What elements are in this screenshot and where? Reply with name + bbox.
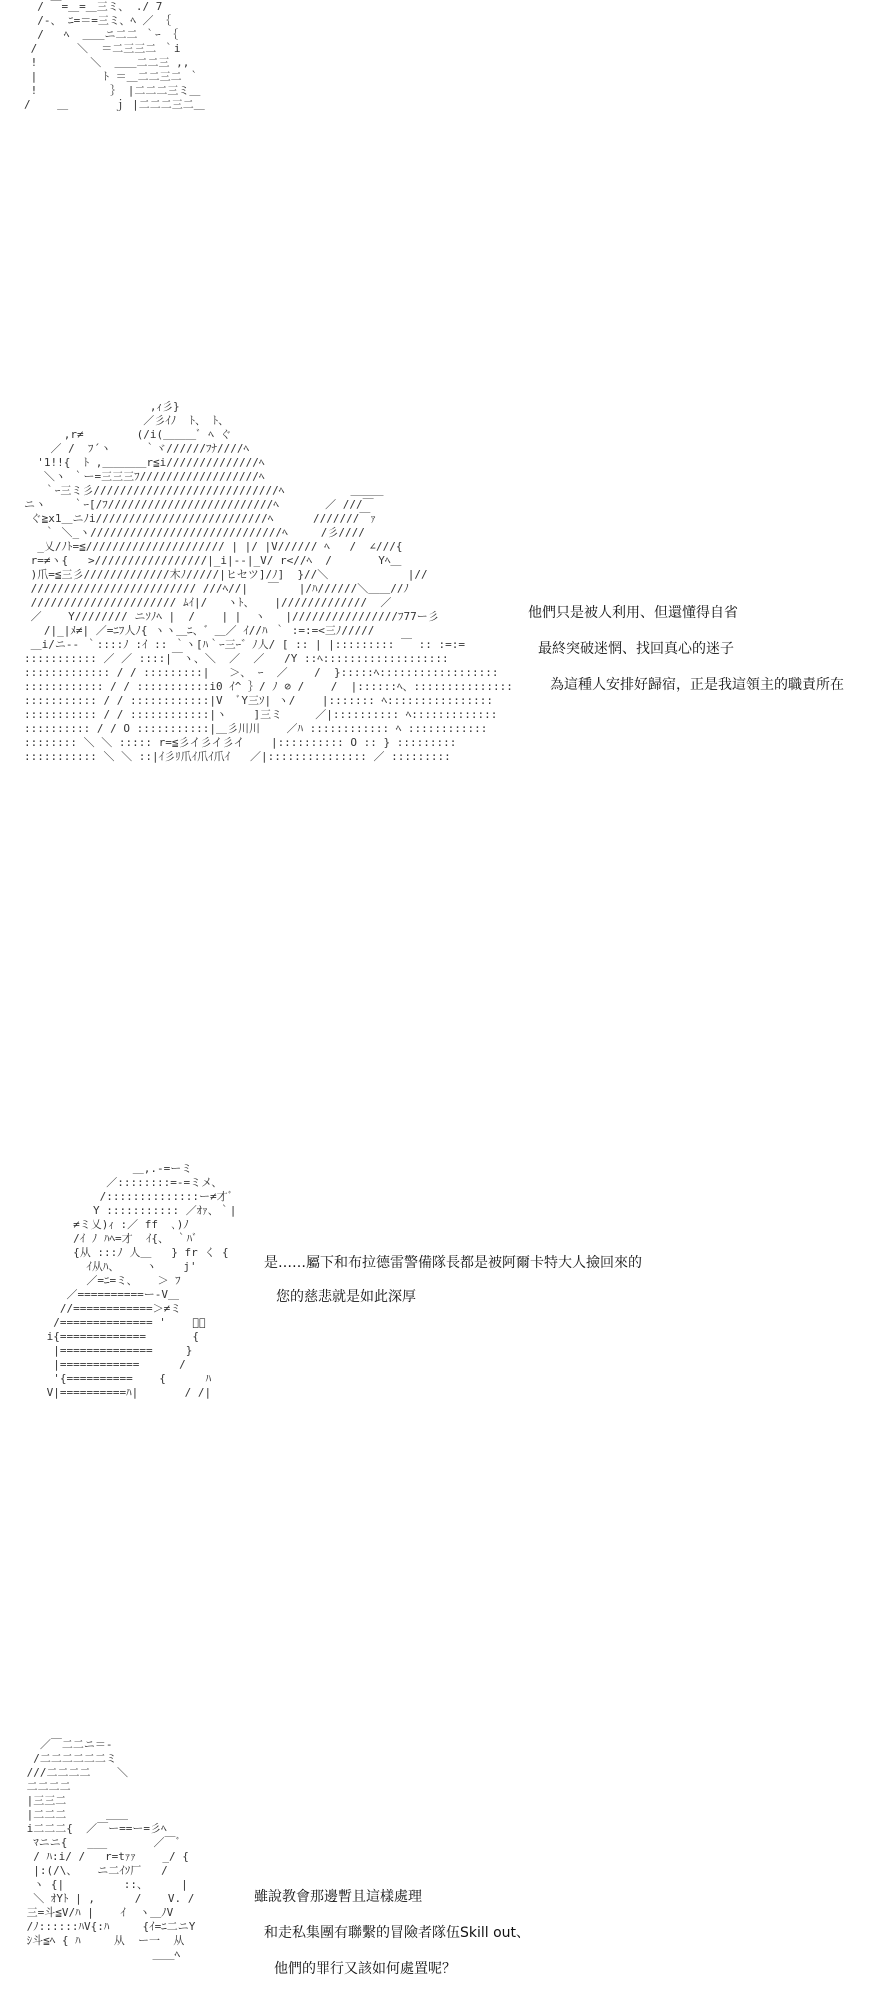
dialogue-block [264,1254,642,1324]
dialogue-line: 為這種人安排好歸宿，正是我這領主的職責所在 [550,677,844,693]
dialogue-line: 最終突破迷惘、找回真心的迷子 [538,641,734,657]
ascii-art-figure: / ￣=＿=＿三ミ、 ./ 7 /-、 ﾆ=＝=三ミ、ﾍ ／ ｛ / ﾍ ＿＿ニ二二 ｀ｰ ｛ / ＼ ＝二三三二 ｀i ! ＼ ＿＿二二三 ,, | ﾄ ＝＿二二三二 ｀ ! ｝ |二二二三ミ＿ / ＿ ｊ |二二二三二＿ [24,0,205,111]
dialogue-line: 和走私集團有聯繫的冒險者隊伍Skill out、 [264,1925,531,1941]
panel-4 [0,1738,892,2000]
dialogue-block [528,604,844,712]
ascii-art-figure: ,ｨ彡} ／彡ｲﾉ ﾄ、 ﾄ、 ,r≠ (/i(＿＿＿ﾞ ﾍ ぐ ／ / ﾌ´ヽ ｀ヾ//////ﾌﾅ////ﾍ '1!!{ ﾄ ,＿＿＿＿r≦i//////////////ﾍ ＼ヽ ｀ー=三三三ﾌ//////////////////ﾍ ｀ｰ三ミ彡////////////////////////////ﾍ ＿＿＿ ニヽ ｀ｰ[/ﾌ/////////////////////////ﾍ ／ ///￣ ぐ≧x1＿ニﾉi//////////////////////////ﾍ ///////￣ｧ ｀ ＼_ヽ/////////////////////////////ﾍ /彡//// _乂/ﾉﾄ=≦///////////////////// | |/ |V////// ﾍ / ∠///{ r=≠ヽ{ >/////////////////|_i|--|_V/ r<//ﾍ / Yﾍ＿ )爪=≦三彡/////////////木ﾉ/////|ヒセツ]/ﾉ] }//＼ |// ///////////////////////// ///ﾍ//| ￣ |/ﾊ//////＼＿＿//ﾉ ////////////////////// ﾑｲ|/ ヽﾄ、 |///////////// ／ ／ Y//////// ニｿﾉﾍ | / | | ヽ |////////////////ﾌ77ー彡 /|_|ﾒ≠| ／=ﾆﾌ人ﾉ{ ヽヽ＿ﾆ、゛＿／ ｲ//ﾊ ｀ :=:=<三ﾉ///// ＿i/ニ-‐ ｀::::ﾉ :ｲ :: ｀ヽ[ﾊ｀ｰ三ｰ゛ﾉ人/ [ :: | |::::::::: ￣ :: :=:= ::::::::::: ／ ／ ::::|￣ヽ、＼ ／ ／ /Y ::ﾍ::::::::::::::::::: ::::::::::::: / / :::::::::| ＞、 ｰ ／ / }:::::ﾍ:::::::::::::::::: :::::::::::: / / :::::::::::i0 ｲ^ ｝/ ﾉ ⊘ / / |::::::ﾍ、::::::::::::::: ::::::::::: / / ::::::::::::|V ﾞY三ｿ| ヽ/ |::::::: ﾍ:::::::::::::::: ::::::::::: / / ::::::::::::|ヽ ]三ミ ／|:::::::::: ﾍ::::::::::::: :::::::::: / / O :::::::::::|＿彡川川 ／ﾊ :::::::::::: ﾍ :::::::::::: :::::::: ＼ ＼ ::::: r=≦彡イ彡イ彡イ |:::::::::: O :: } ::::::::: ::::::::::: ＼ ＼ ::|ｲ彡ﾘ爪ｲ爪ｲ爪ｲ ／|::::::::::::::: ／ ::::::::: [24,400,513,763]
dialogue-line: 他們只是被人利用、但還懂得自省 [528,605,738,621]
dialogue-line: 是……屬下和布拉德雷警備隊長都是被阿爾卡特大人撿回來的 [264,1255,642,1271]
panel-3 [0,1162,892,1462]
ascii-art-figure: ＿,.-=ーミ ／::::::::=-=ミメ、 /::::::::::::::ー≠才ﾞ Y ::::::::::: ／ｵｧ、｀| ≠ミ乂)ｨ :／ ff ､)ﾉ /ｲ ﾉ ﾊﾍ=才 ｲ{、 ｀ﾊﾞ {从 :::ﾉ 人＿ } fr く { ｲ从ﾊ、 ヽ j' ／=ﾆ=ミ、 ＞ ﾌ ／==========ー-V＿ //============＞≠ミ /============== ' ﾞ、 i{============= { |============== } |============ / '{========== { ﾊ V|==========ﾊ| / /| [46,1162,237,1399]
panel-1 [0,0,892,130]
dialogue-line: 您的慈悲就是如此深厚 [276,1289,416,1305]
dialogue-line: 雖說教會那邊暫且這樣處理 [254,1889,422,1905]
ascii-art-figure: ／￣二二ニ＝- /二二二二二二ミ ///二二二二 ＼ 二二二二 |三三二 |二二二 ＿＿ i二二二{ ／￣ー==ー=彡ﾍ ﾏニニ{ ___ ／￣ﾞ / ﾊ:i/ / r=tｧｧ _/ { |:(/\、 ニ二ｲｿ厂 / ヽ {| ::、 | ＼ ｵYﾄ | , / V. / 三=斗≦V/ﾊ | ｲ ヽ＿ﾉV /ﾉ::::::ﾊV{:ﾊ {ｲ=ﾆ二ニY ｼ斗≦ﾍ { ﾊ 从 ー一 从 ＿＿ﾍ [26,1738,196,1961]
panel-2 [0,400,892,890]
dialogue-block [254,1888,530,1996]
dialogue-line: 他們的罪行又該如何處置呢？ [274,1961,456,1977]
